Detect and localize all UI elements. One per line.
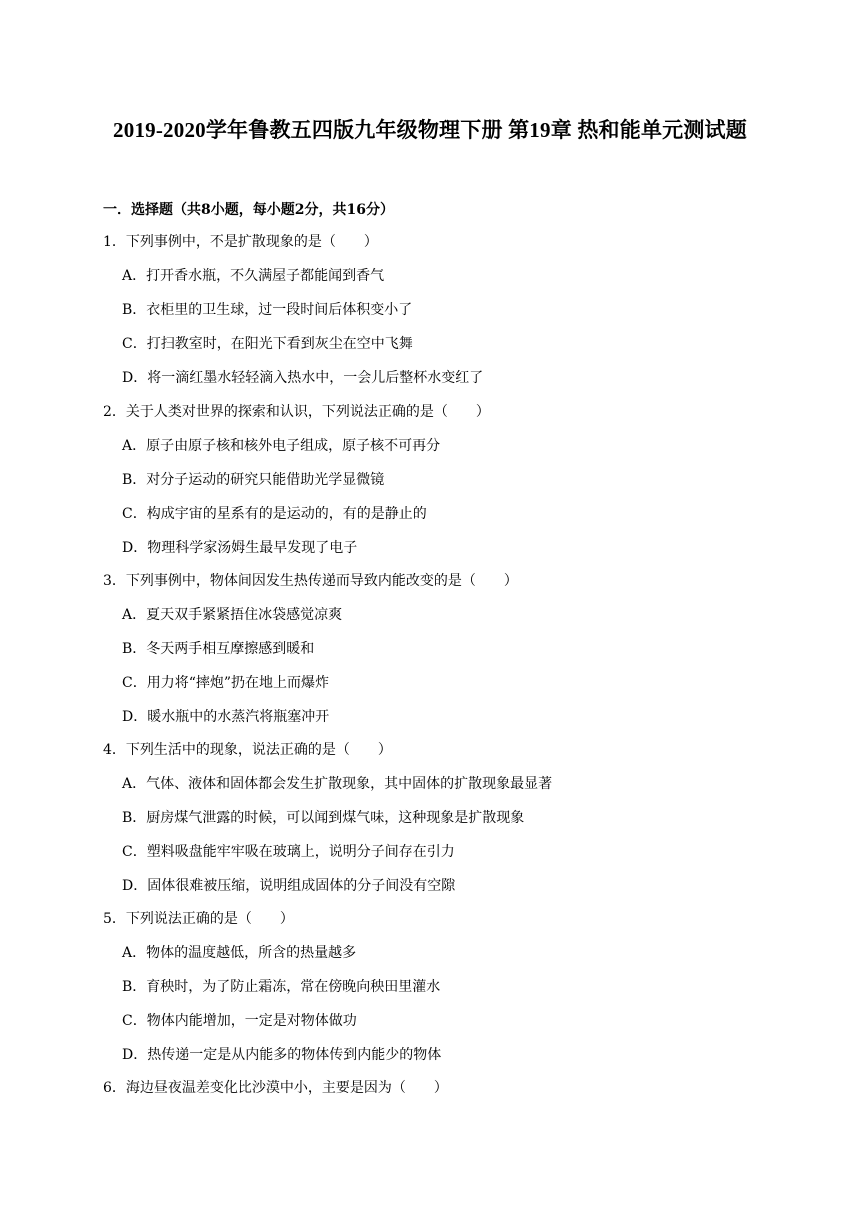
document-title: 2019-2020学年鲁教五四版九年级物理下册 第19章 热和能单元测试题 — [113, 118, 747, 142]
question-3-option-a: A．夏天双手紧紧捂住冰袋感觉凉爽 — [122, 607, 343, 623]
question-5: 5．下列说法正确的是（ ） — [103, 911, 294, 927]
question-2-option-a: A．原子由原子核和核外电子组成，原子核不可再分 — [122, 438, 441, 454]
question-2: 2．关于人类对世界的探索和认识，下列说法正确的是（ ） — [103, 404, 490, 420]
question-1-option-a: A．打开香水瓶，不久满屋子都能闻到香气 — [122, 268, 385, 284]
question-3-option-b: B．冬天两手相互摩擦感到暖和 — [122, 641, 315, 657]
question-5-option-b: B．育秧时，为了防止霜冻，常在傍晚向秧田里灌水 — [122, 979, 441, 995]
question-5-option-d: D．热传递一定是从内能多的物体传到内能少的物体 — [122, 1047, 442, 1063]
section-heading: 一．选择题（共8小题，每小题2分，共16分） — [103, 202, 394, 218]
question-3-option-d: D．暖水瓶中的水蒸汽将瓶塞冲开 — [122, 709, 330, 725]
question-2-option-d: D．物理科学家汤姆生最早发现了电子 — [122, 540, 358, 556]
question-3-option-c: C．用力将“摔炮”扔在地上而爆炸 — [122, 675, 330, 691]
question-4-option-a: A．气体、液体和固体都会发生扩散现象，其中固体的扩散现象最显著 — [122, 776, 553, 792]
question-4-option-b: B．厨房煤气泄露的时候，可以闻到煤气味，这种现象是扩散现象 — [122, 810, 525, 826]
question-1-option-b: B．衣柜里的卫生球，过一段时间后体积变小了 — [122, 302, 413, 318]
question-1-option-d: D．将一滴红墨水轻轻滴入热水中，一会儿后整杯水变红了 — [122, 370, 484, 386]
question-2-option-b: B．对分子运动的研究只能借助光学显微镜 — [122, 472, 385, 488]
question-5-option-a: A．物体的温度越低，所含的热量越多 — [122, 945, 357, 961]
question-1: 1．下列事例中，不是扩散现象的是（ ） — [103, 234, 378, 250]
question-3: 3．下列事例中，物体间因发生热传递而导致内能改变的是（ ） — [103, 573, 518, 589]
question-2-option-c: C．构成宇宙的星系有的是运动的，有的是静止的 — [122, 506, 427, 522]
question-1-option-c: C．打扫教室时，在阳光下看到灰尘在空中飞舞 — [122, 336, 413, 352]
question-4-option-c: C．塑料吸盘能牢牢吸在玻璃上，说明分子间存在引力 — [122, 844, 455, 860]
question-4: 4．下列生活中的现象，说法正确的是（ ） — [103, 742, 392, 758]
question-6: 6．海边昼夜温差变化比沙漠中小，主要是因为（ ） — [103, 1080, 448, 1096]
question-4-option-d: D．固体很难被压缩，说明组成固体的分子间没有空隙 — [122, 878, 456, 894]
question-5-option-c: C．物体内能增加，一定是对物体做功 — [122, 1013, 357, 1029]
